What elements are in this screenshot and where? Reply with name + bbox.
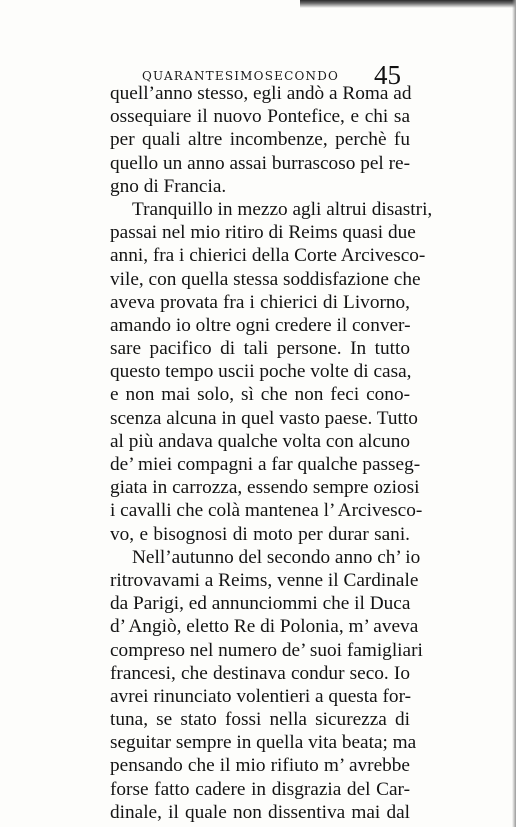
text-line: questo tempo uscii poche volte di casa, — [110, 361, 412, 383]
text-line: scenza alcuna in quel vasto paese. Tutto — [110, 407, 418, 429]
text-line: avrei rinunciato volentieri a questa for- — [110, 685, 412, 707]
page-right-edge-shadow — [512, 0, 516, 827]
text-line: ritrovavami a Reims, venne il Cardinale — [110, 569, 419, 591]
text-line: quell’anno stesso, egli andò a Roma ad — [110, 83, 412, 104]
text-line: gno di Francia. — [110, 175, 227, 197]
text-line: de’ miei compagni a far qualche passeg- — [110, 454, 421, 475]
text-line: passai nel mio ritiro di Reims quasi due — [110, 222, 416, 244]
text-line: giata in carrozza, essendo sempre oziosi — [110, 477, 420, 499]
text-line: tuna, se stato fossi nella sicurezza di — [110, 709, 410, 731]
text-line: compreso nel numero de’ suoi famigliari — [110, 639, 423, 661]
text-line: quello un anno assai burrascoso pel re- — [110, 152, 410, 174]
text-line: d’ Angiò, eletto Re di Polonia, m’ aveva — [110, 616, 419, 638]
text-line: seguitar sempre in quella vita beata; ma — [110, 732, 417, 754]
text-line: amando io oltre ogni credere il conver- — [110, 314, 411, 336]
running-head: QUARANTESIMOSECONDO — [142, 69, 340, 83]
text-line: al più andava qualche volta con alcuno — [110, 430, 410, 452]
text-line: aveva provata fra i chierici di Livorno, — [110, 291, 410, 313]
text-line: vile, con quella stessa soddisfazione che — [110, 268, 421, 290]
text-line: e non mai solo, sì che non feci cono- — [110, 384, 410, 406]
page-number: 45 — [374, 60, 401, 90]
paragraph-first-line: Nell’autunno del secondo anno ch’ io — [132, 546, 421, 568]
body-text — [110, 82, 433, 824]
text-line: dinale, il quale non dissentiva mai dal — [110, 801, 410, 823]
text-line: per quali altre incombenze, perchè fu — [110, 129, 410, 151]
text-line: pensando che il mio rifiuto m’ avrebbe — [110, 755, 410, 777]
text-line: ossequiare il nuovo Pontefice, e chi sa — [110, 106, 410, 128]
text-line: francesi, che destinava condur seco. Io — [110, 662, 410, 684]
paragraph-first-line: Tranquillo in mezzo agli altrui disastri, — [132, 198, 433, 220]
text-line: forse fatto cadere in disgrazia del Car- — [110, 778, 410, 800]
text-line: vo, e bisognosi di moto per durar sani. — [110, 523, 410, 545]
text-line: i cavalli che colà mantenea l’ Arcivesco- — [110, 500, 423, 522]
text-line: sare pacifico di tali persone. In tutto — [110, 338, 410, 360]
text-line: anni, fra i chierici della Corte Arcivesco- — [110, 245, 426, 267]
text-line: da Parigi, ed annunciommi che il Duca — [110, 593, 411, 615]
page-top-edge-shadow — [300, 0, 516, 8]
